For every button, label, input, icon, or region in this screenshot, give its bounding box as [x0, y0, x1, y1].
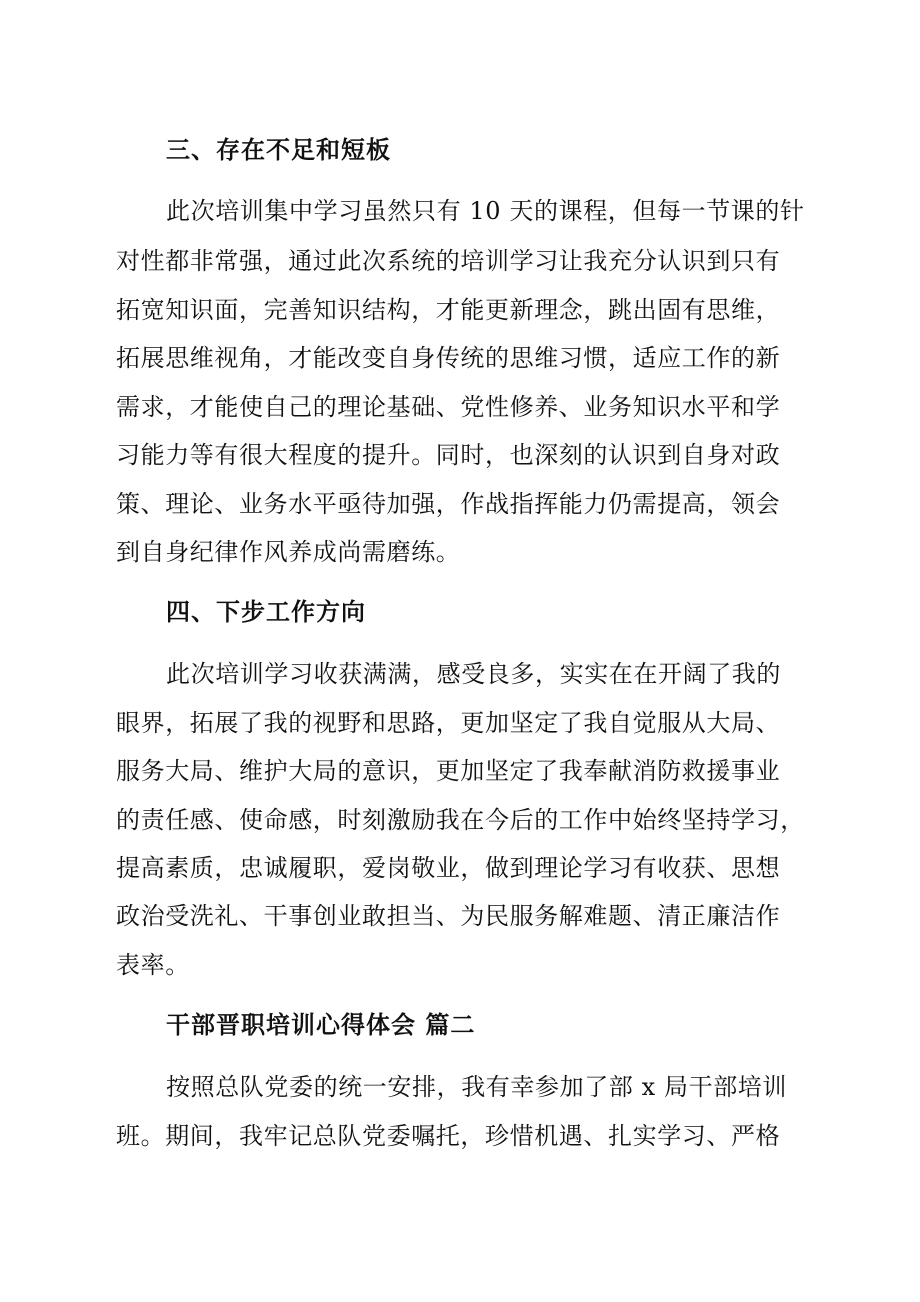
paragraph-line: 到自身纪律作风养成尚需磨练。: [116, 538, 461, 566]
paragraph-line: 提高素质，忠诚履职，爱岗敬业，做到理论学习有收获、思想: [116, 854, 781, 882]
paragraph-line: 策、理论、业务水平亟待加强，作战指挥能力仍需提高，领会: [116, 490, 781, 518]
paragraph-line: 班。期间，我牢记总队党委嘱托，珍惜机遇、扎实学习、严格: [116, 1122, 781, 1150]
paragraph-line: 服务大局、维护大局的意识，更加坚定了我奉献消防救援事业: [116, 757, 781, 785]
section-heading-shortcomings: 三、存在不足和短板: [166, 135, 391, 164]
paragraph-line: 表率。: [116, 951, 190, 979]
paragraph-line: 此次培训集中学习虽然只有 10 天的课程，但每一节课的针: [166, 197, 805, 225]
paragraph-line: 对性都非常强，通过此次系统的培训学习让我充分认识到只有: [116, 247, 781, 275]
part-two-heading: 干部晋职培训心得体会 篇二: [166, 1010, 476, 1039]
paragraph-line: 政治受洗礼、干事创业敢担当、为民服务解难题、清正廉洁作: [116, 902, 781, 930]
paragraph-line: 拓宽知识面，完善知识结构，才能更新理念，跳出固有思维，: [116, 296, 781, 324]
paragraph-line: 拓展思维视角，才能改变自身传统的思维习惯，适应工作的新: [116, 344, 781, 372]
paragraph-line: 需求，才能使自己的理论基础、党性修养、业务知识水平和学: [116, 393, 781, 421]
paragraph-line: 此次培训学习收获满满，感受良多，实实在在开阔了我的: [166, 660, 781, 688]
paragraph-line: 按照总队党委的统一安排，我有幸参加了部 x 局干部培训: [166, 1073, 787, 1101]
paragraph-line: 习能力等有很大程度的提升。同时，也深刻的认识到自身对政: [116, 441, 781, 469]
section-heading-next-steps: 四、下步工作方向: [166, 597, 366, 626]
paragraph-line: 眼界，拓展了我的视野和思路，更加坚定了我自觉服从大局、: [116, 709, 781, 737]
paragraph-line: 的责任感、使命感，时刻激励我在今后的工作中始终坚持学习，: [116, 806, 805, 834]
